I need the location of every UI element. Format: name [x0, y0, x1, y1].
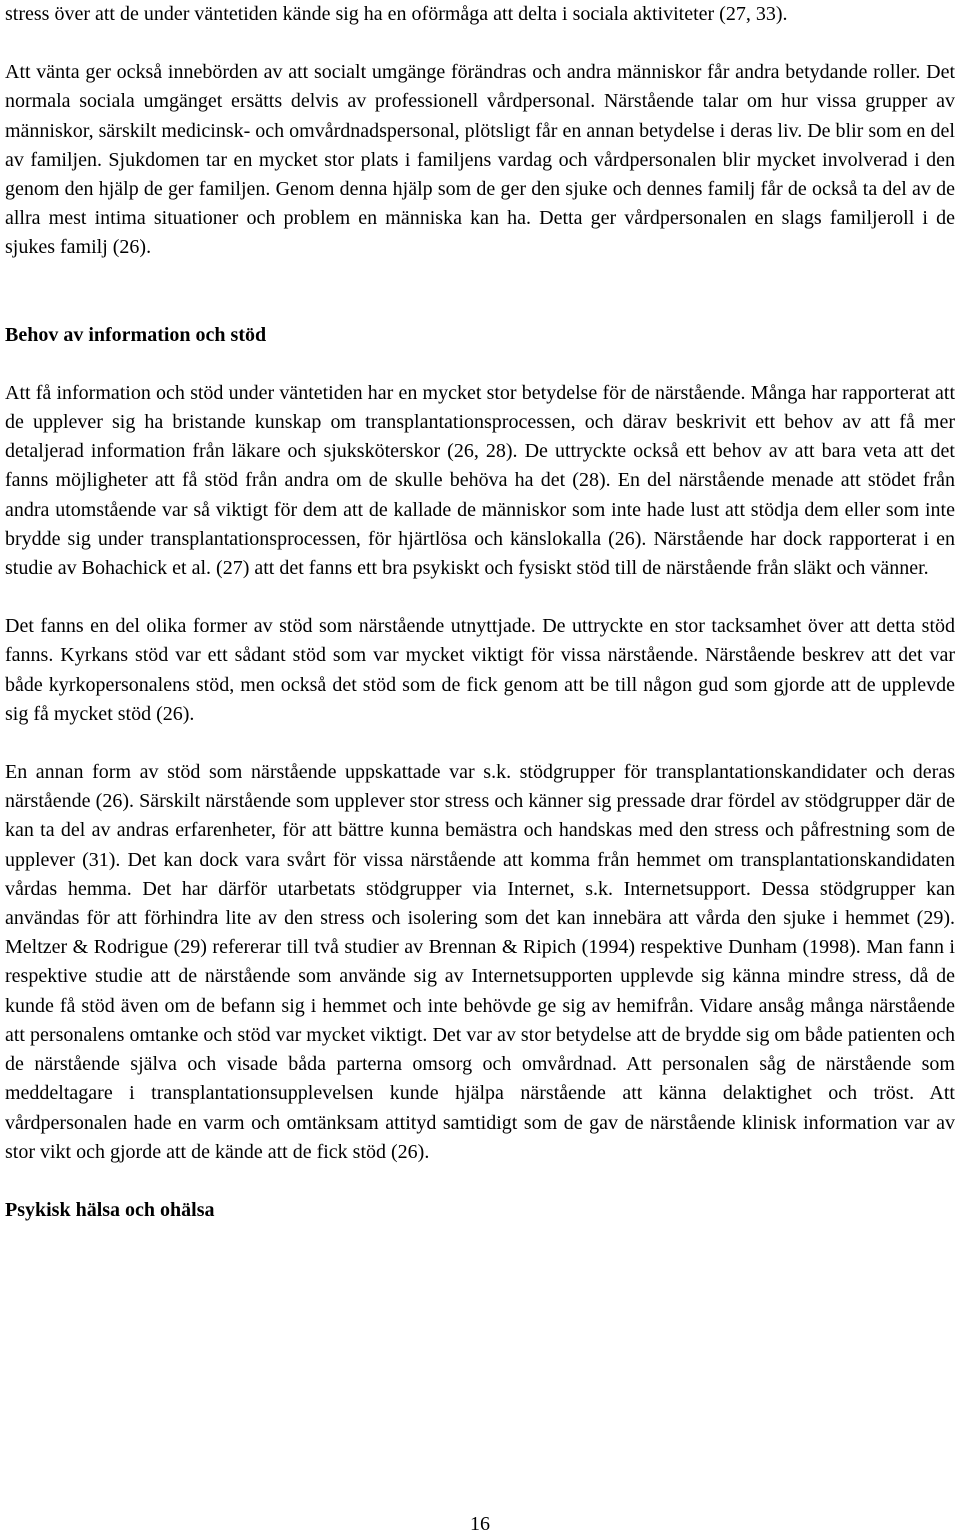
section-gap	[5, 1167, 955, 1196]
paragraph-gap	[5, 583, 955, 612]
page-number: 16	[470, 1513, 490, 1535]
section-gap	[5, 263, 955, 321]
section-heading-information-support: Behov av information och stöd	[5, 323, 267, 346]
paragraph-gap	[5, 29, 955, 58]
paragraph-gap	[5, 729, 955, 758]
paragraph-support-groups: En annan form av stöd som närstående uppskattade var s.k. stödgrupper för transplantationskandidater och deras närstående (26). Särskilt närstående som upplever stor stress och känner sig pressade drar fördel av stödgrupper där de kan ta del av andras erfarenheter, för att bättre kunna bemästra och handskas med den stress och påfrestning som de upplever (31). Det kan dock vara svårt för vissa närstående att komma från hemmet om transplantationskandidaten vårdas hemma. Det har därför utarbetats stödgrupper via Internet, s.k. Internetsupport. Dessa stödgrupper kan användas för att förhindra lite av den stress och isolering som det kan innebära att vårda den sjuke i hemmet (29). Meltzer & Rodrigue (29) refererar till två studier av Brennan & Ripich (1994) respektive Dunham (1998). Man fann i respektive studie att de närstående som använde sig av Internetsupporten upplevde sig känna mindre stress, då de kunde få stöd även om de befann sig i hemmet och inte behövde ge sig av hemifrån. Vidare ansåg många närstående att personalens omtanke och stöd var mycket viktigt. Det var av stor betydelse att de brydde sig om både patienten och de närstående själva och visade båda parterna omsorg och omvårdnad. Att personalen såg de närstående som meddeltagare i transplantationsupplevelsen kunde hjälpa närstående att känna delaktighet och tröst. Att vårdpersonalen hade en varm och omtänksam attityd samtidigt som de gav de närstående klinisk information var av stor vikt och gjorde att de kände att de fick stöd (26).	[5, 761, 955, 1163]
paragraph-waiting-social: Att vänta ger också innebörden av att socialt umgänge förändras och andra människor får andra betydande roller. Det normala sociala umgänget ersätts delvis av professionell vårdpersonal. Närstående talar om hur vissa grupper av människor, särskilt medicinsk- och omvårdnadspersonal, plötsligt får en annan betydelse i deras liv. De blir som en del av familjen. Sjukdomen tar en mycket stor plats i familjens vardag och vårdpersonalen blir mycket involverad i den genom den hjälp de ger familjen. Genom denna hjälp som de ger den sjuke och dennes familj får de också ta del av de allra mest intima situationer och problem en människa kan ha. Detta ger vårdpersonalen en slags familjeroll i de sjukes familj (26).	[5, 61, 955, 259]
heading-gap	[5, 350, 955, 379]
paragraph-continued: stress över att de under väntetiden kände sig ha en oförmåga att delta i sociala aktiviteter (27, 33).	[5, 3, 788, 25]
document-page	[5, 0, 955, 1225]
paragraph-forms-of-support: Det fanns en del olika former av stöd som närstående utnyttjade. De uttryckte en stor tacksamhet över att detta stöd fanns. Kyrkans stöd var ett sådant stöd som var mycket viktigt för vissa närstående. Närstående beskrev att det var både kyrkopersonalens stöd, men också det stöd som de fick genom att be till någon gud som gjorde att de upplevde sig få mycket stöd (26).	[5, 615, 955, 725]
paragraph-information-support: Att få information och stöd under väntetiden har en mycket stor betydelse för de närstående. Många har rapporterat att de upplever sig ha bristande kunskap om transplantationsprocessen, och därav beskrivit ett behov av att få mer detaljerad information från läkare och sjuksköterskor (26, 28). De uttryckte också ett behov av att bara veta att det fanns möjligheter att få stöd från andra om de skulle behöva ha det (28). En del närstående menade att stödet från andra utomstående var så viktigt för dem att de kallade de människor som inte hade lust att stödja dem eller som inte brydde sig under transplantationsprocessen, för hjärtlösa och känslokalla (26). Närstående har dock rapporterat i en studie av Bohachick et al. (27) att det fanns ett bra psykiskt och fysiskt stöd till de närstående från släkt och vänner.	[5, 381, 955, 580]
section-heading-mental-health: Psykisk hälsa och ohälsa	[5, 1198, 215, 1221]
